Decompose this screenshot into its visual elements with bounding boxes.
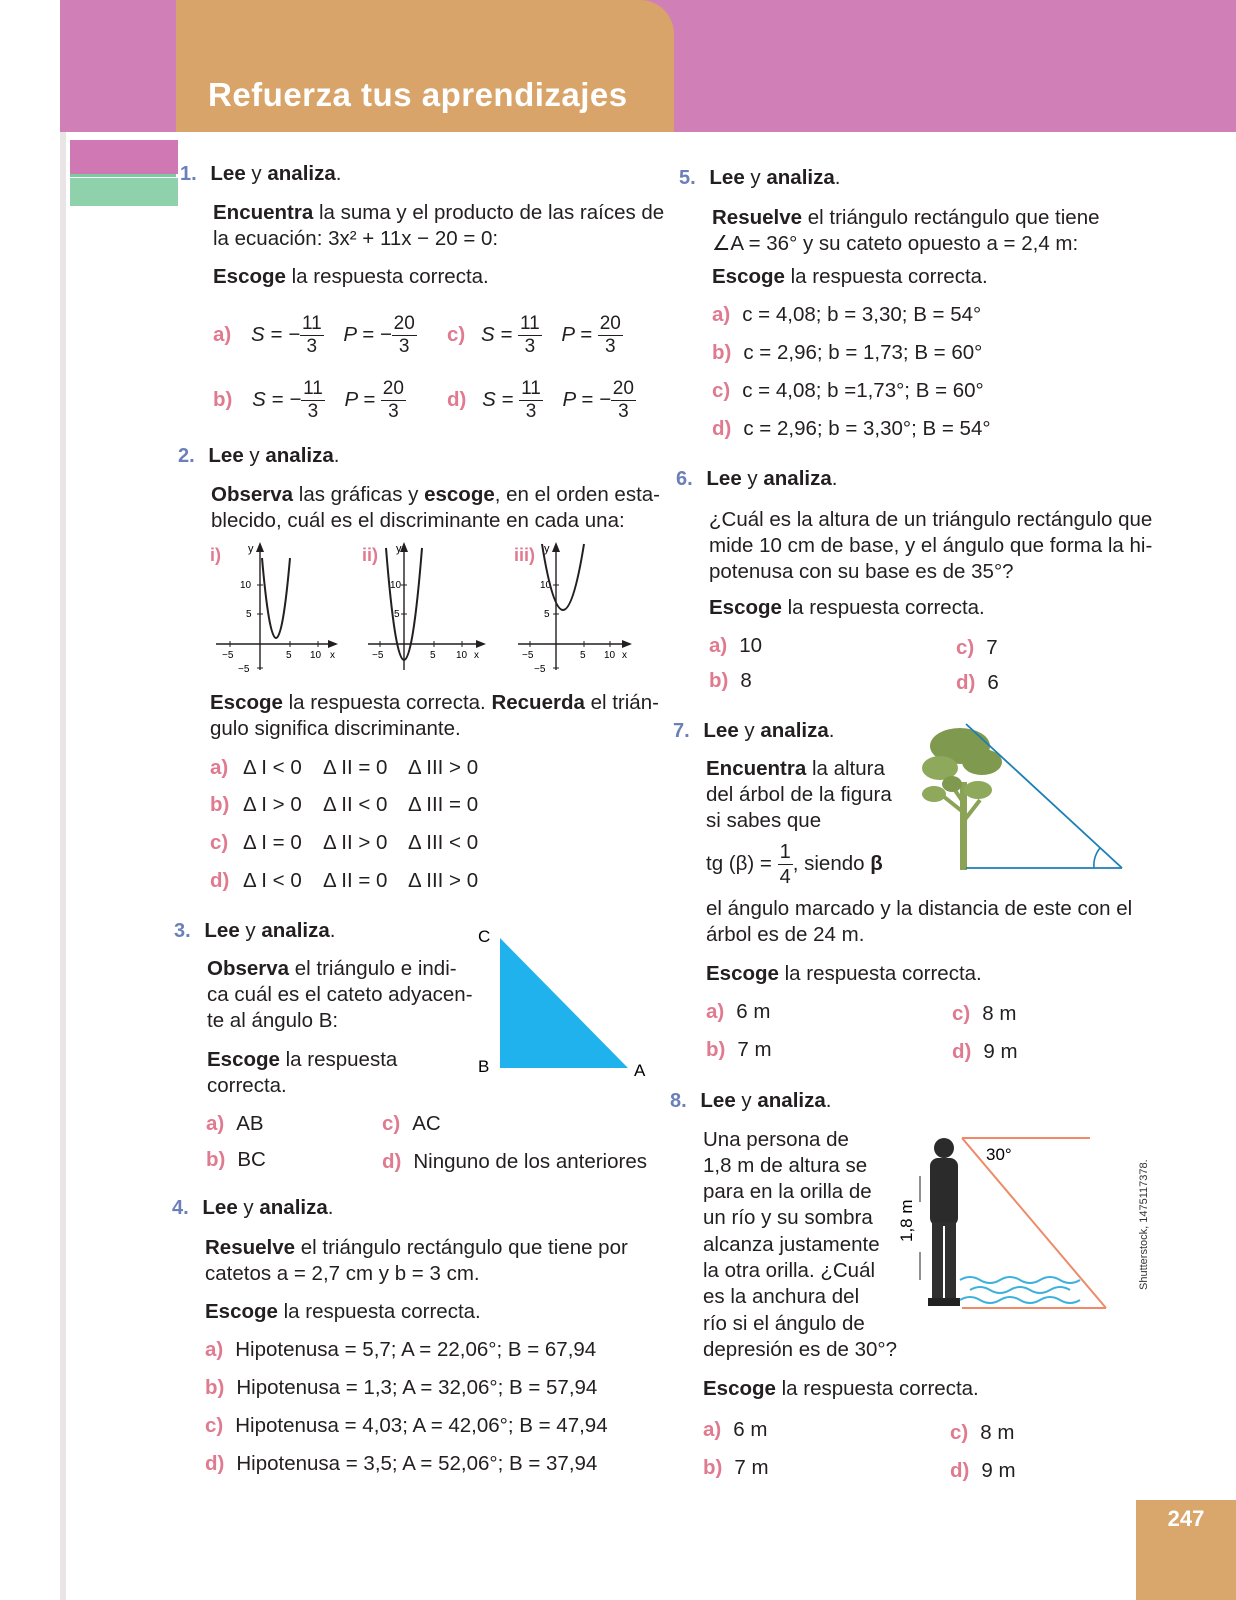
question-2-statement — [211, 482, 660, 508]
tick-label: 10 — [310, 650, 322, 661]
fraction — [381, 378, 406, 423]
beta-symbol: β — [870, 851, 883, 875]
option-c[interactable] — [210, 830, 479, 856]
denominator: 3 — [525, 401, 537, 422]
option-text: AB — [236, 1112, 264, 1135]
option-letter: b) — [703, 1456, 723, 1479]
x-axis-label: x — [622, 650, 627, 661]
x-axis-label: x — [474, 650, 479, 661]
question-6-heading: 6. Lee y analiza. — [676, 467, 838, 490]
option-d[interactable] — [205, 1451, 597, 1477]
page-edge — [60, 0, 66, 1600]
denominator: 3 — [398, 336, 410, 357]
option-text: 8 — [740, 669, 752, 692]
heading-connector: y — [738, 719, 761, 742]
question-5-statement-2: ∠A = 36° y su cateto opuesto a = 2,4 m: — [712, 232, 1079, 255]
option-letter: c) — [447, 322, 466, 346]
question-3-statement — [207, 956, 457, 982]
instruction-verb: Escoge — [703, 1377, 776, 1400]
question-8-line: alcanza justamente — [703, 1233, 880, 1256]
option-a[interactable] — [206, 1111, 264, 1137]
option-letter: d) — [447, 387, 467, 411]
question-6-statement-2: mide 10 cm de base, y el ángulo que forma la hi- — [709, 534, 1153, 557]
y-axis-label: y — [544, 543, 550, 555]
option-b[interactable] — [706, 1037, 772, 1063]
option-text: Hipotenusa = 4,03; A = 42,06°; B = 47,94 — [235, 1414, 608, 1437]
option-letter: b) — [213, 387, 233, 411]
question-7-statement-6: árbol es de 24 m. — [706, 923, 865, 946]
option-letter: d) — [952, 1040, 972, 1063]
tick-label: −5 — [534, 664, 546, 675]
instruction-verb: Escoge — [207, 1048, 280, 1071]
instruction-verb: Escoge — [213, 265, 286, 288]
side-tab-pink — [70, 140, 178, 174]
numerator: 11 — [301, 313, 322, 334]
option-text: Hipotenusa = 1,3; A = 32,06°; B = 57,94 — [236, 1376, 598, 1399]
choose-text: la respuesta correcta. — [277, 1300, 481, 1323]
fraction — [611, 378, 636, 423]
person-icon — [928, 1138, 960, 1306]
option-text: 6 m — [733, 1418, 768, 1441]
parabola-graph-iii — [514, 540, 644, 678]
tick-label: −5 — [238, 664, 250, 675]
option-letter: b) — [205, 1376, 225, 1399]
denominator: 3 — [306, 336, 318, 357]
numerator: 1 — [779, 841, 791, 863]
tangent-text: , siendo — [792, 851, 871, 875]
option-text: 6 — [987, 671, 999, 694]
delta-ii: Δ II = 0 — [323, 756, 388, 779]
denominator: 3 — [307, 401, 319, 422]
fraction — [519, 378, 543, 423]
question-8-line: la otra orilla. ¿Cuál — [703, 1259, 876, 1282]
option-text: 7 m — [737, 1038, 772, 1061]
option-a[interactable] — [706, 999, 770, 1025]
question-2-choose — [210, 690, 659, 716]
graph-label: i) — [210, 545, 221, 565]
option-letter: a) — [703, 1418, 722, 1441]
statement-text: , en el orden esta- — [494, 483, 660, 506]
question-3-statement-2: ca cuál es el cateto adyacen- — [207, 983, 473, 1006]
option-a[interactable] — [213, 313, 417, 358]
option-letter: b) — [706, 1038, 726, 1061]
tree-triangle-diagram — [920, 722, 1130, 872]
tick-label: 10 — [390, 580, 402, 591]
option-b[interactable] — [210, 792, 479, 818]
tick-label: −5 — [372, 650, 384, 661]
option-letter: b) — [709, 669, 729, 692]
instruction-verb: Resuelve — [205, 1236, 296, 1259]
tick-label: 10 — [456, 650, 468, 661]
option-text: c = 2,96; b = 1,73; B = 60° — [743, 341, 983, 364]
instruction-verb: Escoge — [205, 1300, 278, 1323]
heading-verb: analiza — [760, 719, 829, 742]
instruction-verb: Escoge — [709, 596, 782, 619]
tick-label: 5 — [246, 609, 252, 620]
option-letter: d) — [712, 417, 732, 440]
option-letter: d) — [382, 1150, 402, 1173]
denominator: 3 — [604, 336, 616, 357]
option-b[interactable] — [206, 1147, 266, 1173]
option-text: 10 — [739, 634, 763, 657]
heading-verb: analiza — [259, 1196, 328, 1219]
choose-text: la respuesta correcta. — [282, 691, 492, 714]
question-number: 6. — [676, 468, 693, 490]
heading-verb: Lee — [210, 162, 246, 185]
option-a[interactable] — [205, 1337, 596, 1363]
question-4-heading: 4. Lee y analiza. — [172, 1196, 334, 1219]
choose-text: el trián- — [584, 691, 659, 714]
question-8-line: depresión es de 30°? — [703, 1338, 897, 1361]
question-5-heading: 5. Lee y analiza. — [679, 166, 841, 189]
choose-text: la respuesta correcta. — [784, 265, 988, 288]
option-text: c = 4,08; b =1,73°; B = 60° — [742, 379, 984, 402]
option-b[interactable] — [709, 668, 752, 694]
question-8-choose — [703, 1376, 979, 1402]
option-letter: d) — [956, 671, 976, 694]
option-text: Ninguno de los anteriores — [413, 1150, 647, 1173]
question-8-line: río si el ángulo de — [703, 1312, 865, 1335]
option-letter: c) — [950, 1421, 969, 1444]
side-tab-divider — [70, 174, 176, 177]
tangent-formula — [706, 840, 883, 889]
question-7-heading: 7. Lee y analiza. — [673, 719, 835, 742]
tick-label: 5 — [430, 650, 436, 661]
numerator: 20 — [612, 378, 634, 399]
question-6-choose — [709, 595, 985, 621]
question-3-choose-2: correcta. — [207, 1074, 287, 1097]
numerator: 11 — [519, 313, 540, 334]
question-3-heading: 3. Lee y analiza. — [174, 919, 336, 942]
fraction — [778, 840, 793, 889]
option-b[interactable] — [205, 1375, 597, 1401]
option-letter: d) — [210, 869, 230, 892]
sum-label: S = — [480, 322, 518, 346]
heading-verb: Lee — [202, 1196, 238, 1219]
option-letter: a) — [712, 303, 731, 326]
parabola-graph-ii — [362, 540, 492, 678]
graph-label: ii) — [362, 545, 378, 565]
fraction — [598, 313, 623, 358]
heading-connector: y — [744, 166, 767, 189]
option-text: 7 — [986, 636, 998, 659]
graph-label: iii) — [514, 545, 535, 565]
heading-connector: y — [741, 467, 764, 490]
question-3-statement-3: te al ángulo B: — [207, 1009, 339, 1032]
option-letter: c) — [712, 379, 731, 402]
option-text: 8 m — [980, 1421, 1015, 1444]
statement-text: el triángulo rectángulo que tiene — [802, 206, 1100, 229]
heading-verb: Lee — [703, 719, 739, 742]
denominator: 4 — [779, 866, 791, 888]
choose-text: la respuesta correcta. — [778, 962, 982, 985]
delta-ii: Δ II < 0 — [323, 793, 388, 816]
instruction-verb: Escoge — [706, 962, 779, 985]
heading-verb: Lee — [706, 467, 742, 490]
question-8-line: 1,8 m de altura se — [703, 1154, 868, 1177]
question-4-choose — [205, 1299, 481, 1325]
option-c[interactable] — [712, 378, 984, 404]
question-1-statement — [213, 200, 664, 226]
question-2-choose-2: gulo significa discriminante. — [210, 717, 461, 740]
delta-iii: Δ III > 0 — [408, 869, 479, 892]
tick-label: 10 — [540, 580, 552, 591]
option-letter: a) — [213, 322, 232, 346]
option-b[interactable] — [703, 1455, 769, 1481]
question-8-line: para en la orilla de — [703, 1180, 872, 1203]
question-number: 3. — [174, 920, 191, 942]
product-label: P = − — [343, 322, 392, 346]
choose-text: la respuesta — [279, 1048, 398, 1071]
question-5-choose — [712, 264, 988, 290]
tangent-label: tg (β) = — [706, 851, 778, 875]
choose-text: la respuesta correcta. — [285, 265, 489, 288]
option-letter: c) — [382, 1112, 401, 1135]
product-label: P = — [561, 322, 598, 346]
side-tab-green — [70, 178, 178, 206]
heading-connector: y — [237, 1196, 260, 1219]
heading-verb: analiza — [763, 467, 832, 490]
option-text: 7 m — [734, 1456, 769, 1479]
y-axis-label: y — [248, 543, 254, 555]
option-d[interactable] — [447, 378, 636, 423]
option-c[interactable] — [205, 1413, 608, 1439]
question-number: 8. — [670, 1090, 687, 1112]
denominator: 3 — [388, 401, 399, 422]
option-text: Hipotenusa = 3,5; A = 52,06°; B = 37,94 — [236, 1452, 598, 1475]
delta-i: Δ I = 0 — [243, 831, 302, 854]
option-text: BC — [237, 1148, 266, 1171]
option-letter: d) — [205, 1452, 225, 1475]
choose-text: la respuesta correcta. — [781, 596, 985, 619]
instruction-verb: Resuelve — [712, 206, 803, 229]
vertex-b-label: B — [478, 1057, 490, 1076]
question-7-statement — [706, 756, 885, 782]
instruction-verb: Encuentra — [213, 201, 314, 224]
delta-ii: Δ II > 0 — [323, 831, 388, 854]
question-7-choose — [706, 961, 982, 987]
option-d[interactable] — [956, 670, 999, 696]
question-7-statement-5: el ángulo marcado y la distancia de este con el — [706, 897, 1133, 920]
option-text: c = 2,96; b = 3,30°; B = 54° — [743, 417, 991, 440]
option-d[interactable] — [952, 1039, 1018, 1065]
option-text: 6 m — [736, 1000, 771, 1023]
option-letter: b) — [206, 1148, 226, 1171]
tick-label: 10 — [604, 650, 616, 661]
heading-connector: y — [243, 444, 266, 467]
option-letter: c) — [956, 636, 975, 659]
fraction — [300, 313, 324, 358]
statement-text: las gráficas y — [293, 483, 425, 506]
heading-verb: analiza — [267, 162, 336, 185]
heading-verb: Lee — [709, 166, 745, 189]
statement-text: la suma y el producto de las raíces de — [313, 201, 665, 224]
option-d[interactable] — [950, 1458, 1016, 1484]
instruction-verb: Encuentra — [706, 757, 807, 780]
x-axis-label: x — [330, 650, 335, 661]
heading-verb: analiza — [757, 1089, 826, 1112]
depression-angle-diagram — [897, 1130, 1110, 1315]
delta-iii: Δ III = 0 — [408, 793, 479, 816]
heading-verb: Lee — [208, 444, 244, 467]
numerator: 20 — [599, 313, 621, 334]
question-1-choose — [213, 264, 489, 290]
delta-ii: Δ II = 0 — [323, 869, 388, 892]
parabola-graph-i — [210, 540, 340, 678]
question-1-heading: 1. Lee y analiza. — [180, 162, 342, 185]
heading-verb: Lee — [700, 1089, 736, 1112]
option-letter: c) — [205, 1414, 224, 1437]
question-3-choose — [207, 1047, 397, 1073]
statement-text: la altura — [806, 757, 885, 780]
instruction-verb: Recuerda — [491, 691, 585, 714]
option-letter: d) — [950, 1459, 970, 1482]
option-a[interactable] — [712, 302, 981, 328]
tick-label: −5 — [222, 650, 234, 661]
option-text: 8 m — [982, 1002, 1017, 1025]
option-c[interactable] — [382, 1111, 441, 1137]
instruction-verb: Observa — [211, 483, 294, 506]
river-waves — [960, 1277, 1080, 1303]
question-number: 1. — [180, 163, 197, 185]
option-c[interactable] — [950, 1420, 1014, 1446]
question-8-heading: 8. Lee y analiza. — [670, 1089, 832, 1112]
page-number: 247 — [1136, 1500, 1236, 1600]
delta-i: Δ I < 0 — [243, 756, 302, 779]
fraction — [518, 313, 542, 358]
numerator: 20 — [393, 313, 415, 334]
instruction-verb: Escoge — [210, 691, 283, 714]
option-letter: a) — [206, 1112, 225, 1135]
angle-arc — [1094, 848, 1100, 868]
tick-label: 5 — [544, 609, 550, 620]
tick-label: 5 — [286, 650, 292, 661]
instruction-verb: escoge — [424, 483, 495, 506]
option-a[interactable] — [709, 633, 762, 659]
option-text: Hipotenusa = 5,7; A = 22,06°; B = 67,94 — [235, 1338, 597, 1361]
option-a[interactable] — [703, 1417, 767, 1443]
option-letter: c) — [952, 1002, 971, 1025]
denominator: 3 — [618, 401, 629, 422]
sum-label: S = — [482, 387, 520, 411]
question-2-heading: 2. Lee y analiza. — [178, 444, 340, 467]
instruction-verb: Observa — [207, 957, 290, 980]
sum-label: S = − — [252, 387, 302, 411]
delta-iii: Δ III > 0 — [408, 756, 479, 779]
question-number: 7. — [673, 720, 690, 742]
question-8-line: es la anchura del — [703, 1285, 860, 1308]
question-7-statement-2: del árbol de la figura — [706, 783, 892, 806]
option-b[interactable] — [213, 378, 406, 423]
option-letter: a) — [709, 634, 728, 657]
option-d[interactable] — [382, 1149, 647, 1175]
option-letter: c) — [210, 831, 229, 854]
option-text: 9 m — [981, 1459, 1016, 1482]
angle-label: 30° — [986, 1145, 1012, 1164]
question-5-statement — [712, 205, 1100, 231]
question-8-line: Una persona de — [703, 1128, 849, 1151]
option-d[interactable] — [712, 416, 991, 442]
instruction-verb: Escoge — [712, 265, 785, 288]
triangle-shape — [500, 938, 628, 1068]
heading-verb: analiza — [766, 166, 835, 189]
option-a[interactable] — [210, 755, 479, 781]
tick-label: −5 — [522, 650, 534, 661]
question-4-statement — [205, 1235, 628, 1261]
heading-connector: y — [239, 919, 262, 942]
delta-i: Δ I < 0 — [243, 869, 302, 892]
option-letter: a) — [205, 1338, 224, 1361]
denominator: 3 — [524, 336, 536, 357]
statement-text: el triángulo rectángulo que tiene por — [295, 1236, 628, 1259]
numerator: 20 — [382, 378, 404, 399]
question-4-statement-2: catetos a = 2,7 cm y b = 3 cm. — [205, 1262, 480, 1285]
option-b[interactable] — [712, 340, 982, 366]
heading-verb: analiza — [265, 444, 334, 467]
tick-label: 5 — [580, 650, 586, 661]
option-text: 9 m — [983, 1040, 1018, 1063]
fraction — [301, 378, 325, 423]
option-letter: b) — [210, 793, 230, 816]
question-6-statement-3: potenusa con su base es de 35°? — [709, 560, 1014, 583]
option-text: c = 4,08; b = 3,30; B = 54° — [742, 303, 982, 326]
question-number: 2. — [178, 445, 195, 467]
sum-label: S = − — [250, 322, 300, 346]
product-label: P = — [344, 387, 381, 411]
option-c[interactable] — [956, 635, 998, 661]
vertex-a-label: A — [634, 1061, 646, 1080]
question-number: 5. — [679, 167, 696, 189]
fraction — [392, 313, 417, 358]
delta-iii: Δ III < 0 — [408, 831, 479, 854]
heading-verb: analiza — [261, 919, 330, 942]
question-8-line: un río y su sombra — [703, 1206, 873, 1229]
numerator: 11 — [521, 378, 541, 399]
question-7-statement-3: si sabes que — [706, 809, 822, 832]
right-triangle-diagram — [470, 920, 655, 1080]
question-6-statement: ¿Cuál es la altura de un triángulo rectángulo que — [709, 508, 1153, 531]
option-letter: a) — [706, 1000, 725, 1023]
product-label: P = − — [562, 387, 611, 411]
option-text: AC — [412, 1112, 441, 1135]
option-d[interactable] — [210, 868, 479, 894]
y-axis-label: y — [396, 543, 402, 555]
numerator: 11 — [303, 378, 323, 399]
page-title: Refuerza tus aprendizajes — [208, 76, 628, 113]
question-number: 4. — [172, 1197, 189, 1219]
question-1-equation: la ecuación: 3x² + 11x − 20 = 0: — [213, 227, 499, 250]
vertex-c-label: C — [478, 927, 491, 946]
heading-connector: y — [735, 1089, 758, 1112]
option-c[interactable] — [447, 313, 623, 358]
question-2-statement-2: blecido, cuál es el discriminante en cada una: — [211, 509, 625, 532]
choose-text: la respuesta correcta. — [775, 1377, 979, 1400]
option-c[interactable] — [952, 1001, 1016, 1027]
statement-text: el triángulo e indi- — [289, 957, 457, 980]
delta-i: Δ I > 0 — [243, 793, 302, 816]
tick-label: 10 — [240, 580, 252, 591]
image-credit: Shutterstock, 1475117378. — [1138, 1159, 1150, 1290]
heading-connector: y — [245, 162, 268, 185]
tick-label: 5 — [394, 609, 400, 620]
option-letter: a) — [210, 756, 229, 779]
heading-verb: Lee — [204, 919, 240, 942]
height-label: 1,8 m — [897, 1199, 916, 1242]
option-letter: b) — [712, 341, 732, 364]
tree-icon — [922, 728, 1002, 870]
